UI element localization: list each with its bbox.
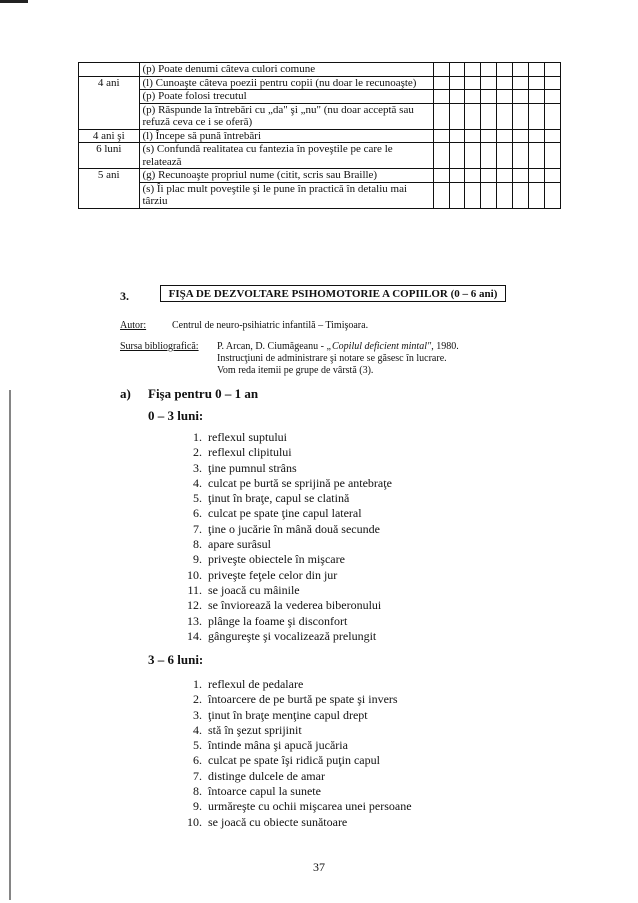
- list-item: 2. întoarcere de pe burtă pe spate şi invers: [193, 692, 398, 707]
- source-line-1: P. Arcan, D. Ciumăgeanu - „Copilul deficient mintal", 1980.: [217, 341, 459, 352]
- list-item: 13. plânge la foame şi disconfort: [187, 613, 348, 628]
- group-title-0-3: 0 – 3 luni:: [148, 408, 204, 423]
- table-row: [79, 129, 561, 143]
- list-item: 1. reflexul de pedalare: [193, 677, 304, 691]
- score-cell: [465, 182, 481, 208]
- score-cell: [529, 90, 545, 104]
- list-item: 9. priveşte obiectele în mişcare: [193, 552, 345, 567]
- score-cell: [433, 63, 449, 77]
- score-cell: [449, 169, 465, 183]
- subsection-title: Fişa pentru 0 – 1 an: [148, 386, 259, 401]
- item-cell: (l) Începe să pună întrebări: [139, 129, 433, 143]
- score-cell: [449, 129, 465, 143]
- score-cell: [545, 90, 561, 104]
- score-cell: [481, 63, 497, 77]
- score-cell: [433, 143, 449, 169]
- section-title: FIŞA DE DEZVOLTARE PSIHOMOTORIE A COPIILOR (0 – 6 ani): [160, 285, 506, 302]
- score-cell: [481, 103, 497, 129]
- list-item: 10. priveşte feţele celor din jur: [187, 567, 338, 582]
- score-cell: [449, 143, 465, 169]
- list-item: 1. reflexul suptului: [193, 430, 287, 444]
- score-cell: [545, 182, 561, 208]
- score-cell: [545, 129, 561, 143]
- item-cell: (g) Recunoaşte propriul nume (citit, scris sau Braille): [139, 169, 433, 183]
- score-cell: [465, 129, 481, 143]
- list-item: 3. ţine pumnul strâns: [193, 460, 297, 475]
- score-cell: [513, 63, 529, 77]
- score-cell: [529, 129, 545, 143]
- list-item: 4. culcat pe burtă se sprijină pe antebraţe: [193, 475, 392, 490]
- list-item: 12. se înviorează la vederea biberonului: [187, 598, 382, 613]
- score-cell: [449, 182, 465, 208]
- list-item: 4. stă în şezut sprijinit: [193, 722, 302, 737]
- corner-scan-mark: [0, 0, 28, 3]
- score-cell: [545, 169, 561, 183]
- score-cell: [449, 63, 465, 77]
- score-cell: [465, 143, 481, 169]
- score-cell: [497, 103, 513, 129]
- score-cell: [481, 90, 497, 104]
- list-item: 5. întinde mâna şi apucă jucăria: [193, 738, 348, 753]
- author-value: Centrul de neuro-psihiatric infantilă – Timişoara.: [172, 320, 369, 331]
- items-list-0-3: [180, 430, 392, 644]
- score-cell: [465, 169, 481, 183]
- table-row: [79, 103, 561, 129]
- score-cell: [529, 103, 545, 129]
- list-item: 10. se joacă cu obiecte sunătoare: [187, 814, 348, 829]
- items-list-3-6: [180, 677, 412, 830]
- list-item: 5. ţinut în braţe, capul se clatină: [193, 491, 350, 506]
- score-cell: [481, 182, 497, 208]
- table-row: [79, 169, 561, 183]
- score-cell: [449, 76, 465, 90]
- table-row: [79, 143, 561, 169]
- subsection-letter: a): [120, 386, 131, 401]
- score-cell: [497, 129, 513, 143]
- score-cell: [529, 63, 545, 77]
- age-cell: 6 luni: [79, 143, 140, 169]
- score-cell: [529, 143, 545, 169]
- source-line-3: Vom reda itemii pe grupe de vârstă (3).: [217, 365, 374, 376]
- score-cell: [433, 76, 449, 90]
- score-cell: [513, 90, 529, 104]
- score-cell: [497, 63, 513, 77]
- age-cell: [79, 63, 140, 77]
- score-cell: [545, 103, 561, 129]
- score-cell: [465, 90, 481, 104]
- score-cell: [449, 90, 465, 104]
- score-cell: [529, 169, 545, 183]
- item-cell: (p) Răspunde la întrebări cu „da" şi „nu" (nu doar acceptă sau refuză ceva ce i se oferă): [139, 103, 433, 129]
- item-cell: (p) Poate folosi trecutul: [139, 90, 433, 104]
- score-cell: [513, 182, 529, 208]
- age-cell: 5 ani: [79, 169, 140, 209]
- source-block: [120, 341, 560, 381]
- score-cell: [465, 63, 481, 77]
- list-item: 2. reflexul clipitului: [193, 445, 292, 460]
- score-cell: [465, 76, 481, 90]
- table-row: [79, 90, 561, 104]
- table-row: [79, 76, 561, 90]
- source-label: Sursa bibliografică:: [120, 341, 199, 352]
- table-row: [79, 63, 561, 77]
- list-item: 14. gângureşte şi vocalizează prelungit: [187, 628, 377, 643]
- score-cell: [497, 182, 513, 208]
- score-cell: [481, 143, 497, 169]
- development-table: [78, 62, 561, 209]
- list-item: 6. culcat pe spate ţine capul lateral: [193, 506, 362, 521]
- author-label: Autor:: [120, 320, 147, 331]
- table-row: [79, 182, 561, 208]
- list-item: 7. ţine o jucărie în mână două secunde: [193, 521, 380, 536]
- score-cell: [545, 63, 561, 77]
- score-cell: [513, 76, 529, 90]
- list-item: 7. distinge dulcele de amar: [193, 768, 325, 783]
- section-number: 3.: [120, 289, 129, 303]
- list-item: 11. se joacă cu mâinile: [187, 582, 300, 597]
- score-cell: [497, 169, 513, 183]
- score-cell: [433, 169, 449, 183]
- score-cell: [433, 129, 449, 143]
- score-cell: [433, 182, 449, 208]
- age-cell: 4 ani şi: [79, 129, 140, 143]
- item-cell: (l) Cunoaşte câteva poezii pentru copii (nu doar le recunoaşte): [139, 76, 433, 90]
- score-cell: [513, 169, 529, 183]
- list-item: 9. urmăreşte cu ochii mişcarea unei persoane: [193, 799, 412, 814]
- group-title-3-6: 3 – 6 luni:: [148, 652, 204, 667]
- score-cell: [529, 76, 545, 90]
- score-cell: [449, 103, 465, 129]
- score-cell: [545, 143, 561, 169]
- score-cell: [497, 143, 513, 169]
- score-cell: [497, 90, 513, 104]
- score-cell: [433, 90, 449, 104]
- item-cell: (s) Îi plac mult poveştile şi le pune în practică în detaliu mai târziu: [139, 182, 433, 208]
- score-cell: [481, 129, 497, 143]
- score-cell: [513, 129, 529, 143]
- list-item: 8. apare surâsul: [193, 537, 271, 552]
- binding-edge-line: [9, 390, 11, 900]
- age-cell: 4 ani: [79, 76, 140, 129]
- author-line: [120, 320, 560, 334]
- source-book-title: „Copilul deficient mintal": [326, 341, 432, 352]
- score-cell: [433, 103, 449, 129]
- score-cell: [481, 76, 497, 90]
- score-cell: [497, 76, 513, 90]
- item-cell: (s) Confundă realitatea cu fantezia în poveştile pe care le relatează: [139, 143, 433, 169]
- list-item: 6. culcat pe spate îşi ridică puţin capul: [193, 753, 380, 768]
- score-cell: [513, 143, 529, 169]
- score-cell: [481, 169, 497, 183]
- score-cell: [545, 76, 561, 90]
- list-item: 8. întoarce capul la sunete: [193, 784, 321, 799]
- score-cell: [529, 182, 545, 208]
- score-cell: [513, 103, 529, 129]
- page-number: 37: [313, 860, 325, 874]
- score-cell: [465, 103, 481, 129]
- item-cell: (p) Poate denumi câteva culori comune: [139, 63, 433, 77]
- source-line-2: Instrucţiuni de administrare şi notare se găsesc în lucrare.: [217, 353, 447, 364]
- list-item: 3. ţinut în braţe menţine capul drept: [193, 707, 368, 722]
